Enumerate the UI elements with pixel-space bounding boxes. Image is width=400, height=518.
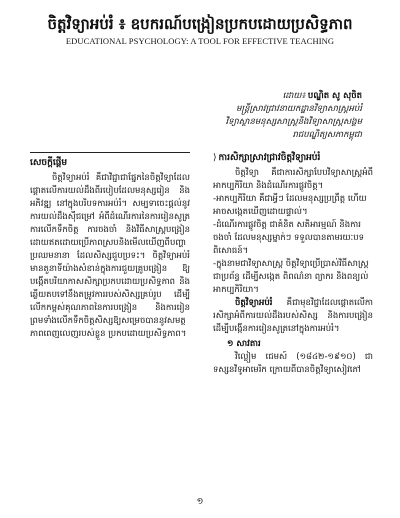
section-heading-text: ការសិក្សាស្រាវជ្រាវចិត្តវិទ្យាអប់រំ	[218, 153, 321, 163]
page-number: ១	[196, 497, 204, 507]
history-paragraph: វិល្លៀម ជេមស៍ (១៨៤២-១៩១០) ជាទស្សនវិទូអាមេរិក ក្រោយពីបានចិត្តវិទ្យាសៀវភៅ	[213, 352, 373, 375]
author-affiliation-line: វិទ្យាស្ថានមនុស្សសាស្ត្រនិងវិទ្យាសាស្ត្រសង្គម	[225, 117, 362, 127]
section-bracket-icon: ⟩	[213, 153, 217, 163]
author-block	[162, 90, 362, 142]
bullet-item: -អាកប្បកិរិយា គឺជាអ្វីៗ ដែលមនុស្សប្រព្រឹត្ត ហើយអាចសង្កេតឃើញដោយផ្ទាល់។	[213, 194, 367, 217]
page-title: ចិត្តវិទ្យាអប់រំ ៖ ឧបករណ៍បង្រៀនប្រកបដោយប្រសិទ្ធភាព	[47, 15, 353, 33]
introduction-heading: សេចក្ដីផ្ដើម	[30, 152, 190, 170]
author-name: បណ្ឌិត សូ សុចិត	[307, 91, 362, 101]
introduction-paragraph: ចិត្តវិទ្យាអប់រំ គឺជាវិជ្ជាជាផ្នែកនៃចិត្តវិទ្យាដែលផ្ដោតលើការយល់ដឹងពីរបៀបដែលមនុស្សរៀន និងអភិវឌ្ឍ នៅក្នុងបរិបទការអប់រំ។ សម្បទាចេះផ្តល់នូវការយល់ដឹងស៊ីជម្រៅ អំពីដំណើរការនៃការរៀនសូត្រ ការលើកទឹកចិត្ត ការចងចាំ និងវិធីសាស្ត្របង្រៀន ដោយឥតដោយប្រើភាពស្របនិងមើលឃើញពីបញ្ហាប្រឈមនានា ដែលសិស្សជួបប្រទះ។ ចិត្តវិទ្យាអប់រំ មានតួនាទីយ៉ាងសំខាន់ក្នុងការជួយគ្រូបង្រៀន ឱ្យបង្កើតបរិយាកាសសិក្សាប្រកបដោយប្រសិទ្ធភាព និងឆ្លើយតបទៅនឹងតម្រូវការរបស់សិស្សគ្រប់រូប ដើម្បីលើកកម្ពស់គុណភាពនៃការបង្រៀន និងការរៀន ព្រមទាំងលើកទឹកចិត្តសិស្សឱ្យសម្រេចបាននូវសមត្ថភាពពេញលេញរបស់ខ្លួន ប្រកបដោយប្រសិទ្ធភាព។	[30, 173, 190, 339]
author-name-line	[162, 90, 362, 103]
english-subtitle: EDUCATIONAL PSYCHOLOGY: A TOOL FOR EFFECTIVE TEACHING	[65, 36, 335, 46]
bullet-item: -ក្នុងនាមជាវិទ្យាសាស្ត្រ ចិត្តវិទ្យាប្រើប្រាស់វិធីសាស្ត្រជាប្រព័ន្ធ ដើម្បីសង្កេត ពិពណ៌នា ព្យាករ និងពន្យល់អាកប្បកិរិយា។	[213, 259, 369, 295]
author-affiliation-line: រាជបណ្ឌិត្យសភាកម្ពុជា	[292, 130, 362, 140]
author-affiliation-line: មន្ត្រីស្រាវជ្រាវនាយកដ្ឋានវិទ្យាសាស្ត្រអប់រំ	[236, 104, 362, 114]
author-by-label: ដោយ៖	[282, 91, 306, 101]
bullet-item: -ដំណើរការផ្លូវចិត្ត ជាគំនិត សតិអារម្មណ៍ និងការចងចាំ ដែលមនុស្សម្នាក់ៗ ទទួលបានតាមរយៈបទពិសោធន៍។	[213, 220, 365, 256]
subsection-heading: ១ សាវតារ	[227, 339, 261, 349]
definition-text: គឺជាមុខវិជ្ជាដែលផ្ដោតលើការសិក្សាអំពីការយល់ដឹងរបស់សិស្ស និងការបង្រៀន ដើម្បីបង្កើនការរៀនសូត្រនៅក្នុងការអប់រំ។	[213, 298, 373, 334]
right-column	[213, 152, 373, 377]
left-column	[30, 152, 190, 341]
definition-paragraph	[213, 297, 373, 336]
definition-term: ចិត្តវិទ្យាអប់រំ	[235, 298, 273, 308]
section-intro: ចិត្តវិទ្យា គឺជាការសិក្សាបែបវិទ្យាសាស្ត្រអំពីអាកប្បកិរិយា និងដំណើរការផ្លូវចិត្ត។	[213, 168, 373, 191]
section-heading	[213, 152, 373, 165]
